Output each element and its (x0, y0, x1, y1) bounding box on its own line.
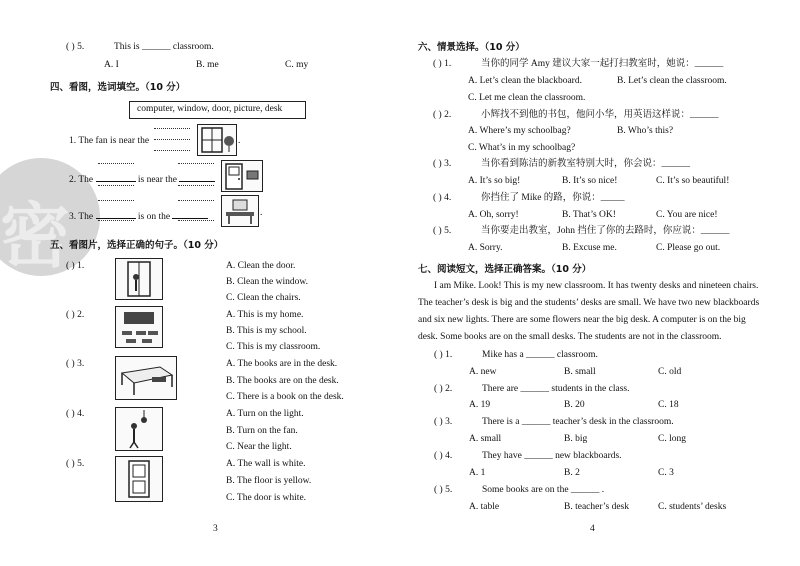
fill-item-1: 1. The fan is near the (69, 136, 150, 146)
scenario-3-option-b: B. It’s so nice! (562, 176, 618, 186)
reading-5-option-c: C. students’ desks (658, 502, 727, 512)
scenario-1-paren: ( ) 1. (433, 59, 452, 69)
passage-line-4: desk. Some books are on the small desks. The students are not in the classroom. (418, 332, 722, 342)
answer-dots (178, 185, 214, 186)
fill-item-2: 2. The is near the (69, 172, 215, 186)
section-4-title: 四、看图，选词填空。（10 分） (50, 82, 186, 93)
computer-desk-picture (221, 195, 259, 227)
answer-dots (178, 200, 214, 201)
pic-item-4-paren: ( ) 4. (66, 409, 85, 419)
scenario-2-option-a: A. Where’s my schoolbag? (468, 126, 571, 136)
reading-2-option-b: B. 20 (564, 400, 585, 410)
window-fan-picture (197, 124, 237, 156)
scenario-2-option-c: C. What’s in my schoolbag? (468, 143, 576, 153)
fill-item-3: 3. The is on the (69, 209, 208, 223)
scenario-3-option-c: C. It’s so beautiful! (656, 176, 730, 186)
fill-item-3-end: . (260, 208, 263, 218)
answer-dots (98, 200, 134, 201)
answer-dots (154, 128, 190, 129)
pic-item-2-paren: ( ) 2. (66, 310, 85, 320)
desk-icon (116, 357, 176, 399)
pic-item-2-option-c: C. This is my classroom. (226, 342, 321, 352)
reading-4-option-c: C. 3 (658, 468, 674, 478)
reading-3-option-c: C. long (658, 434, 686, 444)
scenario-2-option-b: B. Who’s this? (617, 126, 674, 136)
door-picture (115, 456, 163, 502)
reading-3-paren: ( ) 3. (434, 417, 453, 427)
pic-item-2-option-b: B. This is my school. (226, 326, 307, 336)
scenario-3-paren: ( ) 3. (433, 159, 452, 169)
fill-item-1-end: . (238, 136, 241, 146)
pic-item-5-option-b: B. The floor is yellow. (226, 476, 312, 486)
pic-item-5-paren: ( ) 5. (66, 459, 85, 469)
passage-line-1: I am Mike. Look! This is my new classroom. It has twenty desks and nineteen chairs. (434, 281, 759, 291)
answer-dots (98, 220, 134, 221)
reading-2-option-c: C. 18 (658, 400, 679, 410)
reading-3-question: There is a ______ teacher’s desk in the classroom. (482, 417, 674, 427)
section-7-title: 七、阅读短文，选择正确答案。（10 分） (418, 264, 592, 275)
right-page-number: 4 (590, 524, 595, 534)
reading-1-option-c: C. old (658, 367, 682, 377)
scenario-1-option-a: A. Let’s clean the blackboard. (468, 76, 582, 86)
reading-4-question: They have ______ new blackboards. (482, 451, 622, 461)
scenario-5-option-a: A. Sorry. (468, 243, 503, 253)
pic-item-4-option-a: A. Turn on the light. (226, 409, 304, 419)
scenario-5-option-c: C. Please go out. (656, 243, 721, 253)
window-icon (198, 125, 236, 155)
scenario-1-option-c: C. Let me clean the classroom. (468, 93, 586, 103)
pic-item-1-option-c: C. Clean the chairs. (226, 293, 301, 303)
pic-item-5-option-a: A. The wall is white. (226, 459, 306, 469)
left-page-number: 3 (213, 524, 218, 534)
scenario-3-question: 当你看到陈洁的新教室特别大时，你会说：______ (481, 159, 691, 169)
reading-5-paren: ( ) 5. (434, 485, 453, 495)
reading-4-paren: ( ) 4. (434, 451, 453, 461)
seal-glyph: 密 (0, 195, 70, 277)
q5-paren: ( ) 5. (66, 42, 85, 52)
q5-option-b: B. me (196, 60, 219, 70)
answer-dots (178, 220, 214, 221)
reading-1-option-b: B. small (564, 367, 596, 377)
pic-item-3-option-c: C. There is a book on the desk. (226, 392, 344, 402)
answer-dots (154, 139, 190, 140)
reading-2-question: There are ______ students in the class. (482, 384, 630, 394)
scenario-2-question: 小辉找不到他的书包，他问小华，用英语这样说：______ (481, 110, 719, 120)
light-picture (115, 407, 163, 451)
reading-5-question: Some books are on the ______ . (482, 485, 605, 495)
answer-dots (154, 150, 190, 151)
reading-5-option-a: A. table (469, 502, 500, 512)
scenario-5-option-b: B. Excuse me. (562, 243, 617, 253)
reading-2-option-a: A. 19 (469, 400, 491, 410)
reading-1-question: Mike has a ______ classroom. (482, 350, 598, 360)
scenario-4-option-c: C. You are nice! (656, 210, 718, 220)
computer-icon (222, 196, 258, 226)
pic-item-2-option-a: A. This is my home. (226, 310, 304, 320)
passage-line-2: The teacher’s desk is big and the students’ desks are small. We have two new blackboards (418, 298, 760, 308)
scenario-1-option-b: B. Let’s clean the classroom. (617, 76, 727, 86)
q5-option-a: A. I (104, 60, 119, 70)
scenario-4-option-a: A. Oh, sorry! (468, 210, 519, 220)
classroom-icon (116, 307, 162, 347)
scenario-5-paren: ( ) 5. (433, 226, 452, 236)
pic-item-3-option-a: A. The books are in the desk. (226, 359, 338, 369)
reading-3-option-a: A. small (469, 434, 502, 444)
pic-item-3-paren: ( ) 3. (66, 359, 85, 369)
scenario-2-paren: ( ) 2. (433, 110, 452, 120)
pic-item-3-option-b: B. The books are on the desk. (226, 376, 339, 386)
window-picture (115, 258, 163, 300)
light-switch-icon (116, 408, 162, 450)
pic-item-4-option-b: B. Turn on the fan. (226, 426, 298, 436)
clean-window-icon (116, 259, 162, 299)
scenario-3-option-a: A. It’s so big! (468, 176, 521, 186)
pic-item-1-paren: ( ) 1. (66, 261, 85, 271)
reading-4-option-a: A. 1 (469, 468, 486, 478)
q5-option-c: C. my (285, 60, 309, 70)
desk-books-picture (115, 356, 177, 400)
word-box (129, 101, 306, 119)
answer-dots (178, 163, 214, 164)
scenario-4-paren: ( ) 4. (433, 193, 452, 203)
reading-2-paren: ( ) 2. (434, 384, 453, 394)
pic-item-5-option-c: C. The door is white. (226, 493, 307, 503)
pic-item-1-option-b: B. Clean the window. (226, 277, 308, 287)
reading-5-option-b: B. teacher’s desk (564, 502, 629, 512)
pic-item-1-option-a: A. Clean the door. (226, 261, 296, 271)
door-icon (222, 161, 262, 191)
section-6-title: 六、情景选择。（10 分） (418, 42, 525, 53)
door-icon (116, 457, 162, 501)
reading-3-option-b: B. big (564, 434, 588, 444)
q5-stem: This is ______ classroom. (114, 42, 214, 52)
passage-line-3: and six new lights. There are some flowers near the big desk. A computer is on the big (418, 315, 746, 325)
reading-1-paren: ( ) 1. (434, 350, 453, 360)
scenario-5-question: 当你要走出教室，John 挡住了你的去路时，你应说：______ (481, 226, 730, 236)
reading-1-option-a: A. new (469, 367, 497, 377)
answer-dots (98, 185, 134, 186)
scenario-1-question: 当你的同学 Amy 建议大家一起打扫教室时，她说：______ (481, 59, 724, 69)
reading-4-option-b: B. 2 (564, 468, 580, 478)
pic-item-4-option-c: C. Near the light. (226, 442, 292, 452)
section-5-title: 五、看图片，选择正确的句子。（10 分） (50, 240, 224, 251)
scenario-4-option-b: B. That’s OK! (562, 210, 616, 220)
word-box-text: computer, window, door, picture, desk (137, 104, 283, 114)
answer-dots (98, 163, 134, 164)
door-picture-picture (221, 160, 263, 192)
scenario-4-question: 你挡住了 Mike 的路，你说：_____ (481, 193, 625, 203)
classroom-picture (115, 306, 163, 348)
